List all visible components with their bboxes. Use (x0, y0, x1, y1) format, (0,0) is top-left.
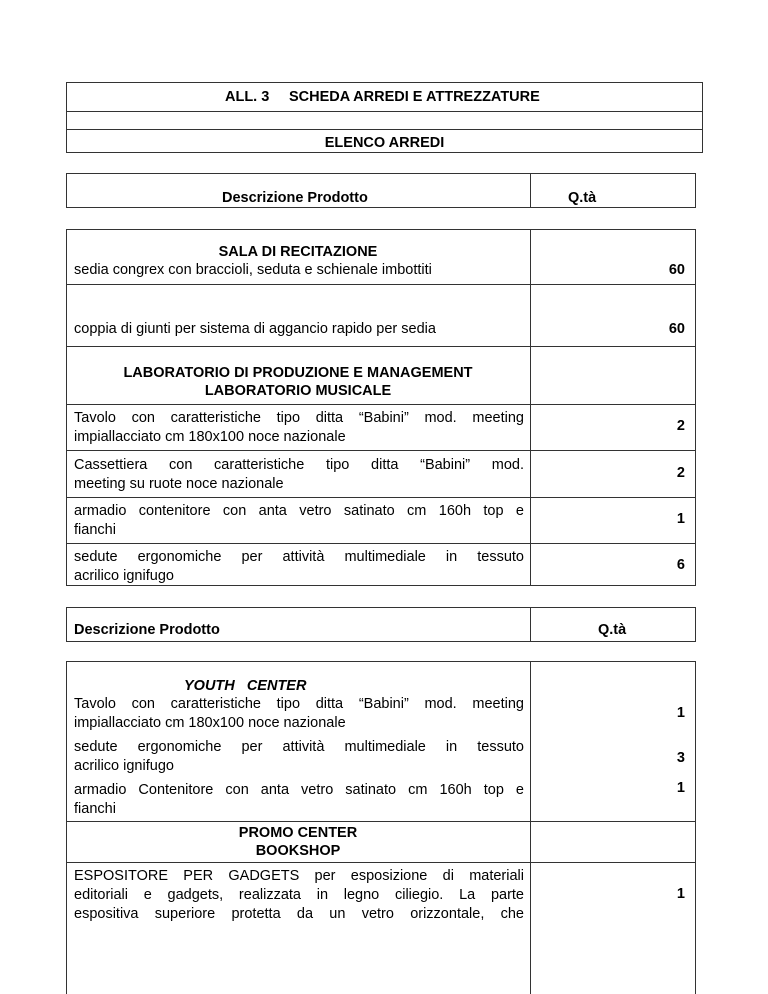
item-quantity: 3 (676, 750, 685, 766)
section-title: PROMO CENTER (238, 825, 358, 841)
column-divider (530, 607, 531, 642)
item-description: armadio Contenitore con anta vetro satinato cm 160h top e (74, 782, 524, 798)
document-title: SCHEDA ARREDI E ATTREZZATURE (289, 89, 540, 105)
row-divider (66, 862, 696, 863)
row-divider (66, 450, 696, 451)
item-description: coppia di giunti per sistema di aggancio rapido per sedia (74, 321, 436, 337)
main-table (66, 229, 696, 586)
column-header-description: Descrizione Prodotto (222, 190, 368, 206)
item-description-cont: editoriali e gadgets, realizzata in legno ciliegio. La parte (74, 887, 524, 903)
column-header-description: Descrizione Prodotto (74, 622, 220, 638)
item-description: sedia congrex con braccioli, seduta e schienale imbottiti (74, 262, 432, 278)
item-quantity: 2 (676, 465, 685, 481)
section-title: LABORATORIO DI PRODUZIONE E MANAGEMENT (123, 365, 473, 381)
item-quantity: 60 (668, 321, 685, 337)
row-divider (66, 404, 696, 405)
column-header-quantity: Q.tà (598, 622, 627, 638)
item-description-cont: fianchi (74, 522, 116, 538)
item-description: Tavolo con caratteristiche tipo ditta “Babini” mod. meeting (74, 696, 524, 712)
item-quantity: 60 (668, 262, 685, 278)
row-divider (66, 543, 696, 544)
section-subtitle: BOOKSHOP (255, 843, 341, 859)
item-description: armadio contenitore con anta vetro satinato cm 160h top e (74, 503, 524, 519)
header-divider (66, 111, 703, 112)
document-subtitle: ELENCO ARREDI (324, 135, 445, 151)
column-divider (530, 229, 531, 586)
column-divider (530, 173, 531, 208)
column-header-quantity: Q.tà (568, 190, 597, 206)
item-quantity: 2 (676, 418, 685, 434)
item-description: sedute ergonomiche per attività multimediale in tessuto (74, 739, 524, 755)
row-divider (66, 821, 696, 822)
row-divider (66, 346, 696, 347)
item-description-cont: meeting su ruote noce nazionale (74, 476, 284, 492)
item-description-cont: acrilico ignifugo (74, 568, 174, 584)
item-description: Tavolo con caratteristiche tipo ditta “Babini” mod. meeting (74, 410, 524, 426)
header-divider (66, 129, 703, 130)
item-description: sedute ergonomiche per attività multimediale in tessuto (74, 549, 524, 565)
item-description-cont: impiallacciato cm 180x100 noce nazionale (74, 715, 346, 731)
item-description: Cassettiera con caratteristiche tipo ditta “Babini” mod. (74, 457, 524, 473)
item-quantity: 1 (676, 511, 685, 527)
attachment-label: ALL. 3 (225, 89, 270, 105)
item-quantity: 1 (676, 886, 685, 902)
section-subtitle: LABORATORIO MUSICALE (204, 383, 392, 399)
row-divider (66, 497, 696, 498)
item-description-cont: espositiva superiore protetta da un vetro orizzontale, che (74, 906, 524, 922)
section-title: YOUTH CENTER (184, 678, 307, 694)
item-description-cont: impiallacciato cm 180x100 noce nazionale (74, 429, 346, 445)
item-quantity: 6 (676, 557, 685, 573)
item-quantity: 1 (676, 780, 685, 796)
item-description: ESPOSITORE PER GADGETS per esposizione di materiali (74, 868, 524, 884)
item-quantity: 1 (676, 705, 685, 721)
item-description-cont: fianchi (74, 801, 116, 817)
row-divider (66, 284, 696, 285)
section-title: SALA DI RECITAZIONE (218, 244, 378, 260)
item-description-cont: acrilico ignifugo (74, 758, 174, 774)
column-divider (530, 661, 531, 994)
column-header-box (66, 173, 696, 208)
